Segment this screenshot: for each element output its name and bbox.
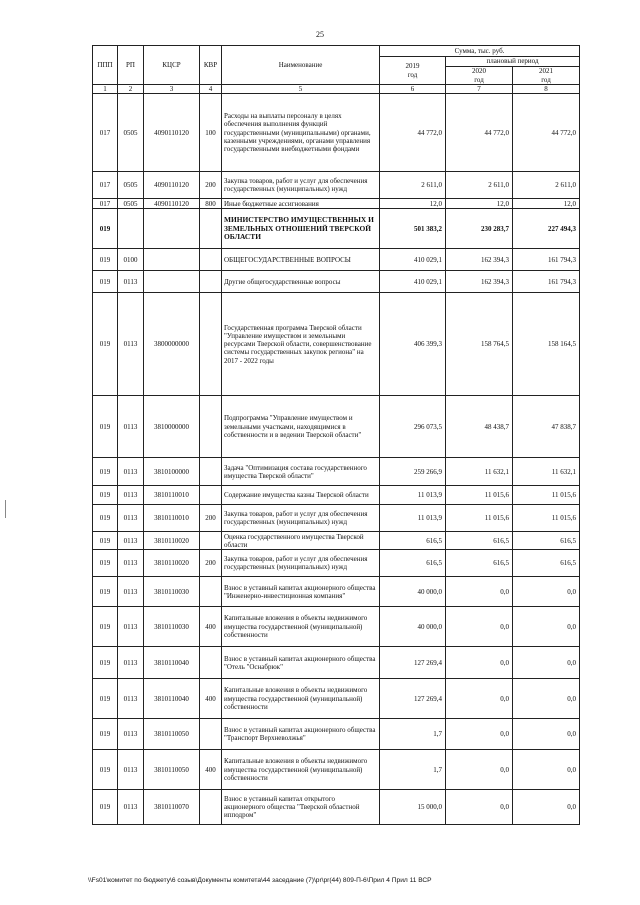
cell-ppp: 019 xyxy=(93,750,118,790)
cell-2019: 11 013,9 xyxy=(380,505,446,532)
table-row xyxy=(93,719,580,750)
cell-kvr xyxy=(200,790,222,825)
cell-2019: 1,7 xyxy=(380,719,446,750)
cell-ppp: 017 xyxy=(93,172,118,199)
cell-2021: 161 794,3 xyxy=(513,271,580,293)
cell-2020: 230 283,7 xyxy=(446,209,513,249)
cell-rp: 0113 xyxy=(118,577,144,607)
cell-2020: 0,0 xyxy=(446,750,513,790)
cell-rp: 0505 xyxy=(118,199,144,209)
col-num-1: 1 xyxy=(93,85,118,94)
cell-ppp: 017 xyxy=(93,199,118,209)
cell-rp: 0113 xyxy=(118,679,144,719)
cell-name: Оценка государственного имущества Тверской области xyxy=(222,532,380,550)
table-row xyxy=(93,679,580,719)
cell-rp: 0113 xyxy=(118,647,144,679)
cell-ppp: 019 xyxy=(93,577,118,607)
file-path-footer: \\Fs01\комитет по бюджету\6 созыв\Документы комитета\44 заседание (7)\pr\pr(44) 809-П-6\Прил 4 Прил 11 ВСР xyxy=(88,877,432,884)
col-num-4: 4 xyxy=(200,85,222,94)
cell-name: Взнос в уставный капитал акционерного общества "Транспорт Верхневолжья" xyxy=(222,719,380,750)
cell-kcsr xyxy=(144,271,200,293)
cell-2019: 410 029,1 xyxy=(380,271,446,293)
header-planned-period: плановый период xyxy=(446,57,580,67)
cell-2019: 616,5 xyxy=(380,550,446,577)
cell-2019: 44 772,0 xyxy=(380,94,446,172)
cell-kvr: 400 xyxy=(200,679,222,719)
cell-kcsr: 3810110030 xyxy=(144,577,200,607)
cell-2020: 0,0 xyxy=(446,607,513,647)
cell-name: Иные бюджетные ассигнования xyxy=(222,199,380,209)
header-name: Наименование xyxy=(222,46,380,85)
cell-name: Капитальные вложения в объекты недвижимого имущества государственной (муниципальной) собственности xyxy=(222,679,380,719)
cell-2021: 0,0 xyxy=(513,607,580,647)
table-row xyxy=(93,209,580,249)
cell-rp: 0113 xyxy=(118,486,144,505)
cell-rp: 0113 xyxy=(118,719,144,750)
cell-2020: 44 772,0 xyxy=(446,94,513,172)
table-row xyxy=(93,94,580,172)
cell-kvr xyxy=(200,532,222,550)
cell-name: Подпрограмма "Управление имуществом и земельными участками, находящимися в собственности и в ведении Тверской области" xyxy=(222,396,380,458)
cell-ppp: 019 xyxy=(93,550,118,577)
col-num-3: 3 xyxy=(144,85,200,94)
cell-kvr: 100 xyxy=(200,94,222,172)
cell-rp: 0113 xyxy=(118,790,144,825)
cell-kcsr: 3810110040 xyxy=(144,679,200,719)
cell-name: Задача "Оптимизация состава государственного имущества Тверской области" xyxy=(222,458,380,486)
cell-name: Закупка товаров, работ и услуг для обеспечения государственных (муниципальных) нужд xyxy=(222,505,380,532)
table-header xyxy=(93,46,580,94)
header-kvr: КВР xyxy=(200,46,222,85)
cell-kcsr: 3810110030 xyxy=(144,607,200,647)
cell-kcsr: 3800000000 xyxy=(144,293,200,396)
cell-rp: 0113 xyxy=(118,607,144,647)
cell-2021: 227 494,3 xyxy=(513,209,580,249)
cell-ppp: 019 xyxy=(93,790,118,825)
header-rp: РП xyxy=(118,46,144,85)
cell-rp: 0113 xyxy=(118,271,144,293)
cell-2021: 0,0 xyxy=(513,719,580,750)
cell-rp: 0113 xyxy=(118,293,144,396)
cell-kcsr: 3810110020 xyxy=(144,532,200,550)
cell-2021: 11 632,1 xyxy=(513,458,580,486)
cell-2020: 616,5 xyxy=(446,550,513,577)
cell-kcsr: 3810110010 xyxy=(144,486,200,505)
header-year-2020: 2020 год xyxy=(446,67,513,85)
cell-rp: 0113 xyxy=(118,750,144,790)
cell-ppp: 019 xyxy=(93,396,118,458)
col-num-2: 2 xyxy=(118,85,144,94)
table-row xyxy=(93,458,580,486)
table-row xyxy=(93,505,580,532)
cell-name: Закупка товаров, работ и услуг для обеспечения государственных (муниципальных) нужд xyxy=(222,172,380,199)
cell-2019: 15 000,0 xyxy=(380,790,446,825)
cell-kcsr: 3810110010 xyxy=(144,505,200,532)
col-num-5: 5 xyxy=(222,85,380,94)
cell-name: Государственная программа Тверской области "Управление имуществом и земельными ресурсами Тверской области, совершенствование системы государственных закупок региона" на 2017 - 2022 годы xyxy=(222,293,380,396)
cell-2020: 616,5 xyxy=(446,532,513,550)
cell-2021: 158 164,5 xyxy=(513,293,580,396)
table-row xyxy=(93,577,580,607)
cell-ppp: 019 xyxy=(93,647,118,679)
cell-2019: 2 611,0 xyxy=(380,172,446,199)
cell-rp xyxy=(118,209,144,249)
cell-kvr xyxy=(200,249,222,271)
table-row xyxy=(93,607,580,647)
table-row xyxy=(93,172,580,199)
cell-kcsr: 4090110120 xyxy=(144,172,200,199)
cell-2021: 616,5 xyxy=(513,532,580,550)
table-row xyxy=(93,750,580,790)
cell-kvr xyxy=(200,293,222,396)
cell-name: Взнос в уставный капитал акционерного общества "Инженерно-инвестиционная компания" xyxy=(222,577,380,607)
margin-mark xyxy=(5,500,6,518)
cell-2021: 44 772,0 xyxy=(513,94,580,172)
cell-kvr: 200 xyxy=(200,550,222,577)
cell-2020: 162 394,3 xyxy=(446,249,513,271)
cell-2019: 127 269,4 xyxy=(380,647,446,679)
cell-2019: 127 269,4 xyxy=(380,679,446,719)
table-row xyxy=(93,249,580,271)
cell-2020: 0,0 xyxy=(446,647,513,679)
cell-2019: 501 383,2 xyxy=(380,209,446,249)
cell-name: Закупка товаров, работ и услуг для обеспечения государственных (муниципальных) нужд xyxy=(222,550,380,577)
cell-2021: 2 611,0 xyxy=(513,172,580,199)
cell-ppp: 019 xyxy=(93,679,118,719)
cell-2020: 11 015,6 xyxy=(446,486,513,505)
cell-2021: 0,0 xyxy=(513,790,580,825)
cell-2019: 12,0 xyxy=(380,199,446,209)
cell-kvr: 400 xyxy=(200,607,222,647)
table-row xyxy=(93,550,580,577)
cell-kvr xyxy=(200,647,222,679)
cell-2021: 616,5 xyxy=(513,550,580,577)
table-row xyxy=(93,271,580,293)
cell-kvr xyxy=(200,396,222,458)
cell-name: Капитальные вложения в объекты недвижимого имущества государственной (муниципальной) собственности xyxy=(222,607,380,647)
header-year-2021: 2021 год xyxy=(513,67,580,85)
cell-2020: 12,0 xyxy=(446,199,513,209)
cell-2019: 40 000,0 xyxy=(380,607,446,647)
header-year-2019: 2019 год xyxy=(380,57,446,85)
cell-2020: 0,0 xyxy=(446,719,513,750)
cell-kcsr: 3810110020 xyxy=(144,550,200,577)
cell-rp: 0113 xyxy=(118,550,144,577)
col-num-8: 8 xyxy=(513,85,580,94)
cell-2020: 162 394,3 xyxy=(446,271,513,293)
cell-2021: 0,0 xyxy=(513,679,580,719)
table-body xyxy=(93,94,580,825)
cell-ppp: 019 xyxy=(93,607,118,647)
cell-2019: 259 266,9 xyxy=(380,458,446,486)
cell-2021: 11 015,6 xyxy=(513,505,580,532)
cell-name: ОБЩЕГОСУДАРСТВЕННЫЕ ВОПРОСЫ xyxy=(222,249,380,271)
cell-kvr: 400 xyxy=(200,750,222,790)
cell-kvr xyxy=(200,486,222,505)
cell-kcsr: 4090110120 xyxy=(144,94,200,172)
header-kcsr: КЦСР xyxy=(144,46,200,85)
cell-rp: 0113 xyxy=(118,532,144,550)
table-row xyxy=(93,532,580,550)
cell-rp: 0113 xyxy=(118,505,144,532)
cell-kcsr: 3810000000 xyxy=(144,396,200,458)
cell-ppp: 019 xyxy=(93,458,118,486)
cell-kvr xyxy=(200,719,222,750)
cell-2019: 406 399,3 xyxy=(380,293,446,396)
cell-2019: 1,7 xyxy=(380,750,446,790)
table-row xyxy=(93,486,580,505)
cell-ppp: 019 xyxy=(93,505,118,532)
cell-2020: 2 611,0 xyxy=(446,172,513,199)
cell-ppp: 019 xyxy=(93,719,118,750)
cell-2020: 0,0 xyxy=(446,577,513,607)
cell-name: Расходы на выплаты персоналу в целях обеспечения выполнения функций государственными (муниципальными) органами, казенными учреждениями, органами управления государственными внебюджетными фондами xyxy=(222,94,380,172)
cell-2019: 11 013,9 xyxy=(380,486,446,505)
table-row xyxy=(93,293,580,396)
column-number-row xyxy=(93,85,580,94)
cell-2021: 12,0 xyxy=(513,199,580,209)
cell-kvr xyxy=(200,271,222,293)
cell-rp: 0113 xyxy=(118,396,144,458)
cell-2020: 0,0 xyxy=(446,679,513,719)
cell-ppp: 019 xyxy=(93,209,118,249)
cell-rp: 0113 xyxy=(118,458,144,486)
page-number: 25 xyxy=(316,30,324,39)
cell-kvr: 200 xyxy=(200,505,222,532)
cell-rp: 0100 xyxy=(118,249,144,271)
cell-ppp: 019 xyxy=(93,293,118,396)
cell-kcsr xyxy=(144,249,200,271)
cell-2019: 40 000,0 xyxy=(380,577,446,607)
cell-kcsr: 4090110120 xyxy=(144,199,200,209)
cell-2020: 48 438,7 xyxy=(446,396,513,458)
cell-2021: 11 015,6 xyxy=(513,486,580,505)
cell-name: Содержание имущества казны Тверской области xyxy=(222,486,380,505)
cell-kvr xyxy=(200,458,222,486)
table-row xyxy=(93,790,580,825)
cell-kcsr: 3810110050 xyxy=(144,719,200,750)
cell-name: Другие общегосударственные вопросы xyxy=(222,271,380,293)
cell-2021: 0,0 xyxy=(513,750,580,790)
cell-rp: 0505 xyxy=(118,94,144,172)
cell-2020: 11 632,1 xyxy=(446,458,513,486)
cell-2021: 161 794,3 xyxy=(513,249,580,271)
cell-kvr: 200 xyxy=(200,172,222,199)
cell-rp: 0505 xyxy=(118,172,144,199)
cell-ppp: 019 xyxy=(93,249,118,271)
cell-kcsr: 3810100000 xyxy=(144,458,200,486)
cell-2019: 410 029,1 xyxy=(380,249,446,271)
cell-ppp: 019 xyxy=(93,271,118,293)
cell-ppp: 017 xyxy=(93,94,118,172)
table-row xyxy=(93,396,580,458)
col-num-6: 6 xyxy=(380,85,446,94)
cell-2021: 0,0 xyxy=(513,647,580,679)
cell-name: МИНИСТЕРСТВО ИМУЩЕСТВЕННЫХ И ЗЕМЕЛЬНЫХ ОТНОШЕНИЙ ТВЕРСКОЙ ОБЛАСТИ xyxy=(222,209,380,249)
cell-2021: 47 838,7 xyxy=(513,396,580,458)
cell-kcsr xyxy=(144,209,200,249)
cell-kcsr: 3810110050 xyxy=(144,750,200,790)
col-num-7: 7 xyxy=(446,85,513,94)
cell-kvr xyxy=(200,209,222,249)
cell-name: Взнос в уставный капитал открытого акционерного общества "Тверской областной ипподром" xyxy=(222,790,380,825)
cell-kvr xyxy=(200,577,222,607)
cell-name: Капитальные вложения в объекты недвижимого имущества государственной (муниципальной) собственности xyxy=(222,750,380,790)
table-row xyxy=(93,647,580,679)
cell-name: Взнос в уставный капитал акционерного общества "Отель "Оснабрюк" xyxy=(222,647,380,679)
cell-2020: 158 764,5 xyxy=(446,293,513,396)
cell-2019: 616,5 xyxy=(380,532,446,550)
budget-table xyxy=(92,45,580,825)
table-row xyxy=(93,199,580,209)
cell-kcsr: 3810110070 xyxy=(144,790,200,825)
cell-2021: 0,0 xyxy=(513,577,580,607)
cell-2020: 0,0 xyxy=(446,790,513,825)
cell-kvr: 800 xyxy=(200,199,222,209)
cell-ppp: 019 xyxy=(93,532,118,550)
cell-2020: 11 015,6 xyxy=(446,505,513,532)
header-ppp: ППП xyxy=(93,46,118,85)
header-sum-title: Сумма, тыс. руб. xyxy=(380,46,580,57)
cell-ppp: 019 xyxy=(93,486,118,505)
cell-kcsr: 3810110040 xyxy=(144,647,200,679)
cell-2019: 296 073,5 xyxy=(380,396,446,458)
